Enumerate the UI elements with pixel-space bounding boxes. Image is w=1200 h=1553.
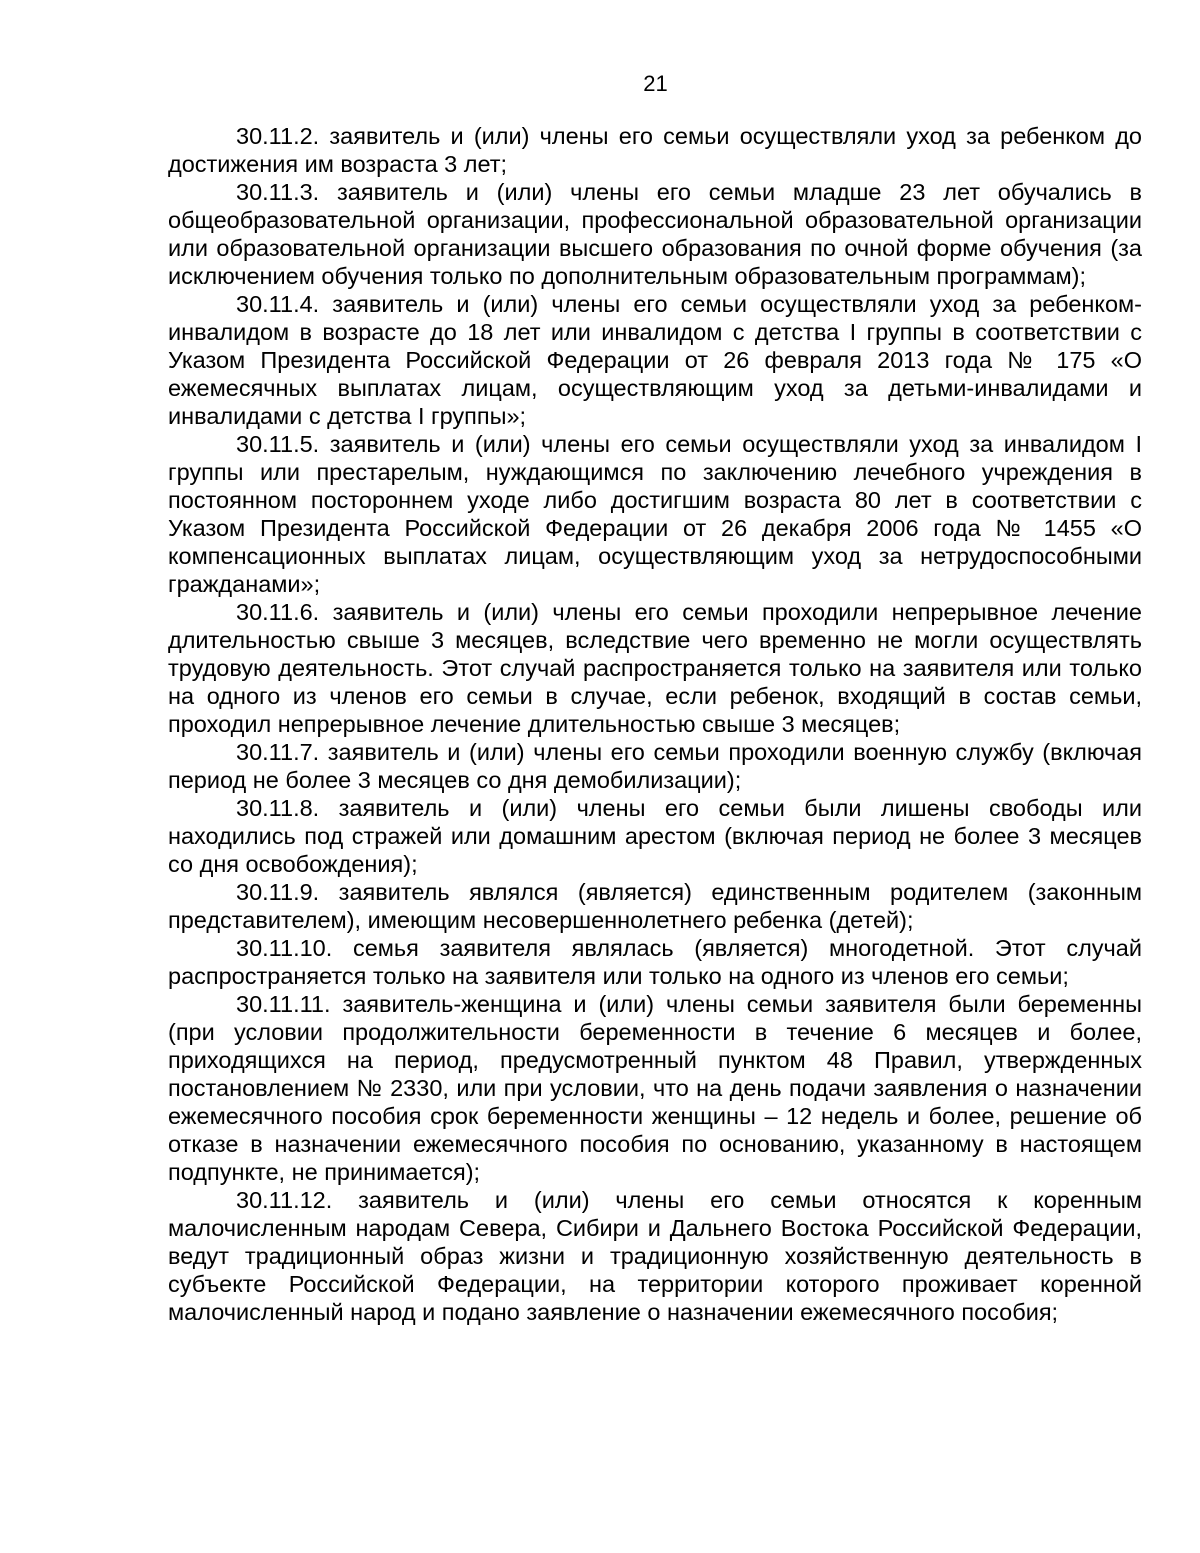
page-number: 21 — [643, 71, 668, 96]
clause-30-11-5: 30.11.5. заявитель и (или) члены его семьи осуществляли уход за инвалидом I группы или престарелым, нуждающимся по заключению лечебного учреждения в постоянном постороннем уходе либо достигшим возраста 80 лет в соответствии с Указом Президента Российской Федерации от 26 декабря 2006 года № 1455 «О компенсационных выплатах лицам, осуществляющим уход за нетрудоспособными гражданами»; — [168, 431, 1142, 597]
clause-30-11-4: 30.11.4. заявитель и (или) члены его семьи осуществляли уход за ребенком-инвалидом в возрасте до 18 лет или инвалидом с детства I группы в соответствии с Указом Президента Российской Федерации от 26 февраля 2013 года № 175 «О ежемесячных выплатах лицам, осуществляющим уход за детьми-инвалидами и инвалидами с детства I группы»; — [168, 291, 1142, 429]
clause-30-11-2: 30.11.2. заявитель и (или) члены его семьи осуществляли уход за ребенком до достижения им возраста 3 лет; — [168, 123, 1142, 177]
clause-30-11-9: 30.11.9. заявитель являлся (является) единственным родителем (законным представителем), имеющим несовершеннолетнего ребенка (детей); — [168, 879, 1142, 933]
document-body — [168, 122, 1142, 1326]
clause-30-11-11: 30.11.11. заявитель-женщина и (или) члены семьи заявителя были беременны (при условии продолжительности беременности в течение 6 месяцев и более, приходящихся на период, предусмотренный пунктом 48 Правил, утвержденных постановлением № 2330, или при условии, что на день подачи заявления о назначении ежемесячного пособия срок беременности женщины – 12 недель и более, решение об отказе в назначении ежемесячного пособия по основанию, указанному в настоящем подпункте, не принимается); — [168, 991, 1142, 1185]
clause-30-11-7: 30.11.7. заявитель и (или) члены его семьи проходили военную службу (включая период не более 3 месяцев со дня демобилизации); — [168, 739, 1142, 793]
clause-30-11-12: 30.11.12. заявитель и (или) члены его семьи относятся к коренным малочисленным народам Севера, Сибири и Дальнего Востока Российской Федерации, ведут традиционный образ жизни и традиционную хозяйственную деятельность в субъекте Российской Федерации, на территории которого проживает коренной малочисленный народ и подано заявление о назначении ежемесячного пособия; — [168, 1187, 1142, 1325]
clause-30-11-8: 30.11.8. заявитель и (или) члены его семьи были лишены свободы или находились под стражей или домашним арестом (включая период не более 3 месяцев со дня освобождения); — [168, 795, 1142, 877]
clause-30-11-6: 30.11.6. заявитель и (или) члены его семьи проходили непрерывное лечение длительностью свыше 3 месяцев, вследствие чего временно не могли осуществлять трудовую деятельность. Этот случай распространяется только на заявителя или только на одного из членов его семьи в случае, если ребенок, входящий в состав семьи, проходил непрерывное лечение длительностью свыше 3 месяцев; — [168, 599, 1142, 737]
clause-30-11-10: 30.11.10. семья заявителя являлась (является) многодетной. Этот случай распространяется только на заявителя или только на одного из членов его семьи; — [168, 935, 1142, 989]
clause-30-11-3: 30.11.3. заявитель и (или) члены его семьи младше 23 лет обучались в общеобразовательной организации, профессиональной образовательной организации или образовательной организации высшего образования по очной форме обучения (за исключением обучения только по дополнительным образовательным программам); — [168, 179, 1142, 289]
